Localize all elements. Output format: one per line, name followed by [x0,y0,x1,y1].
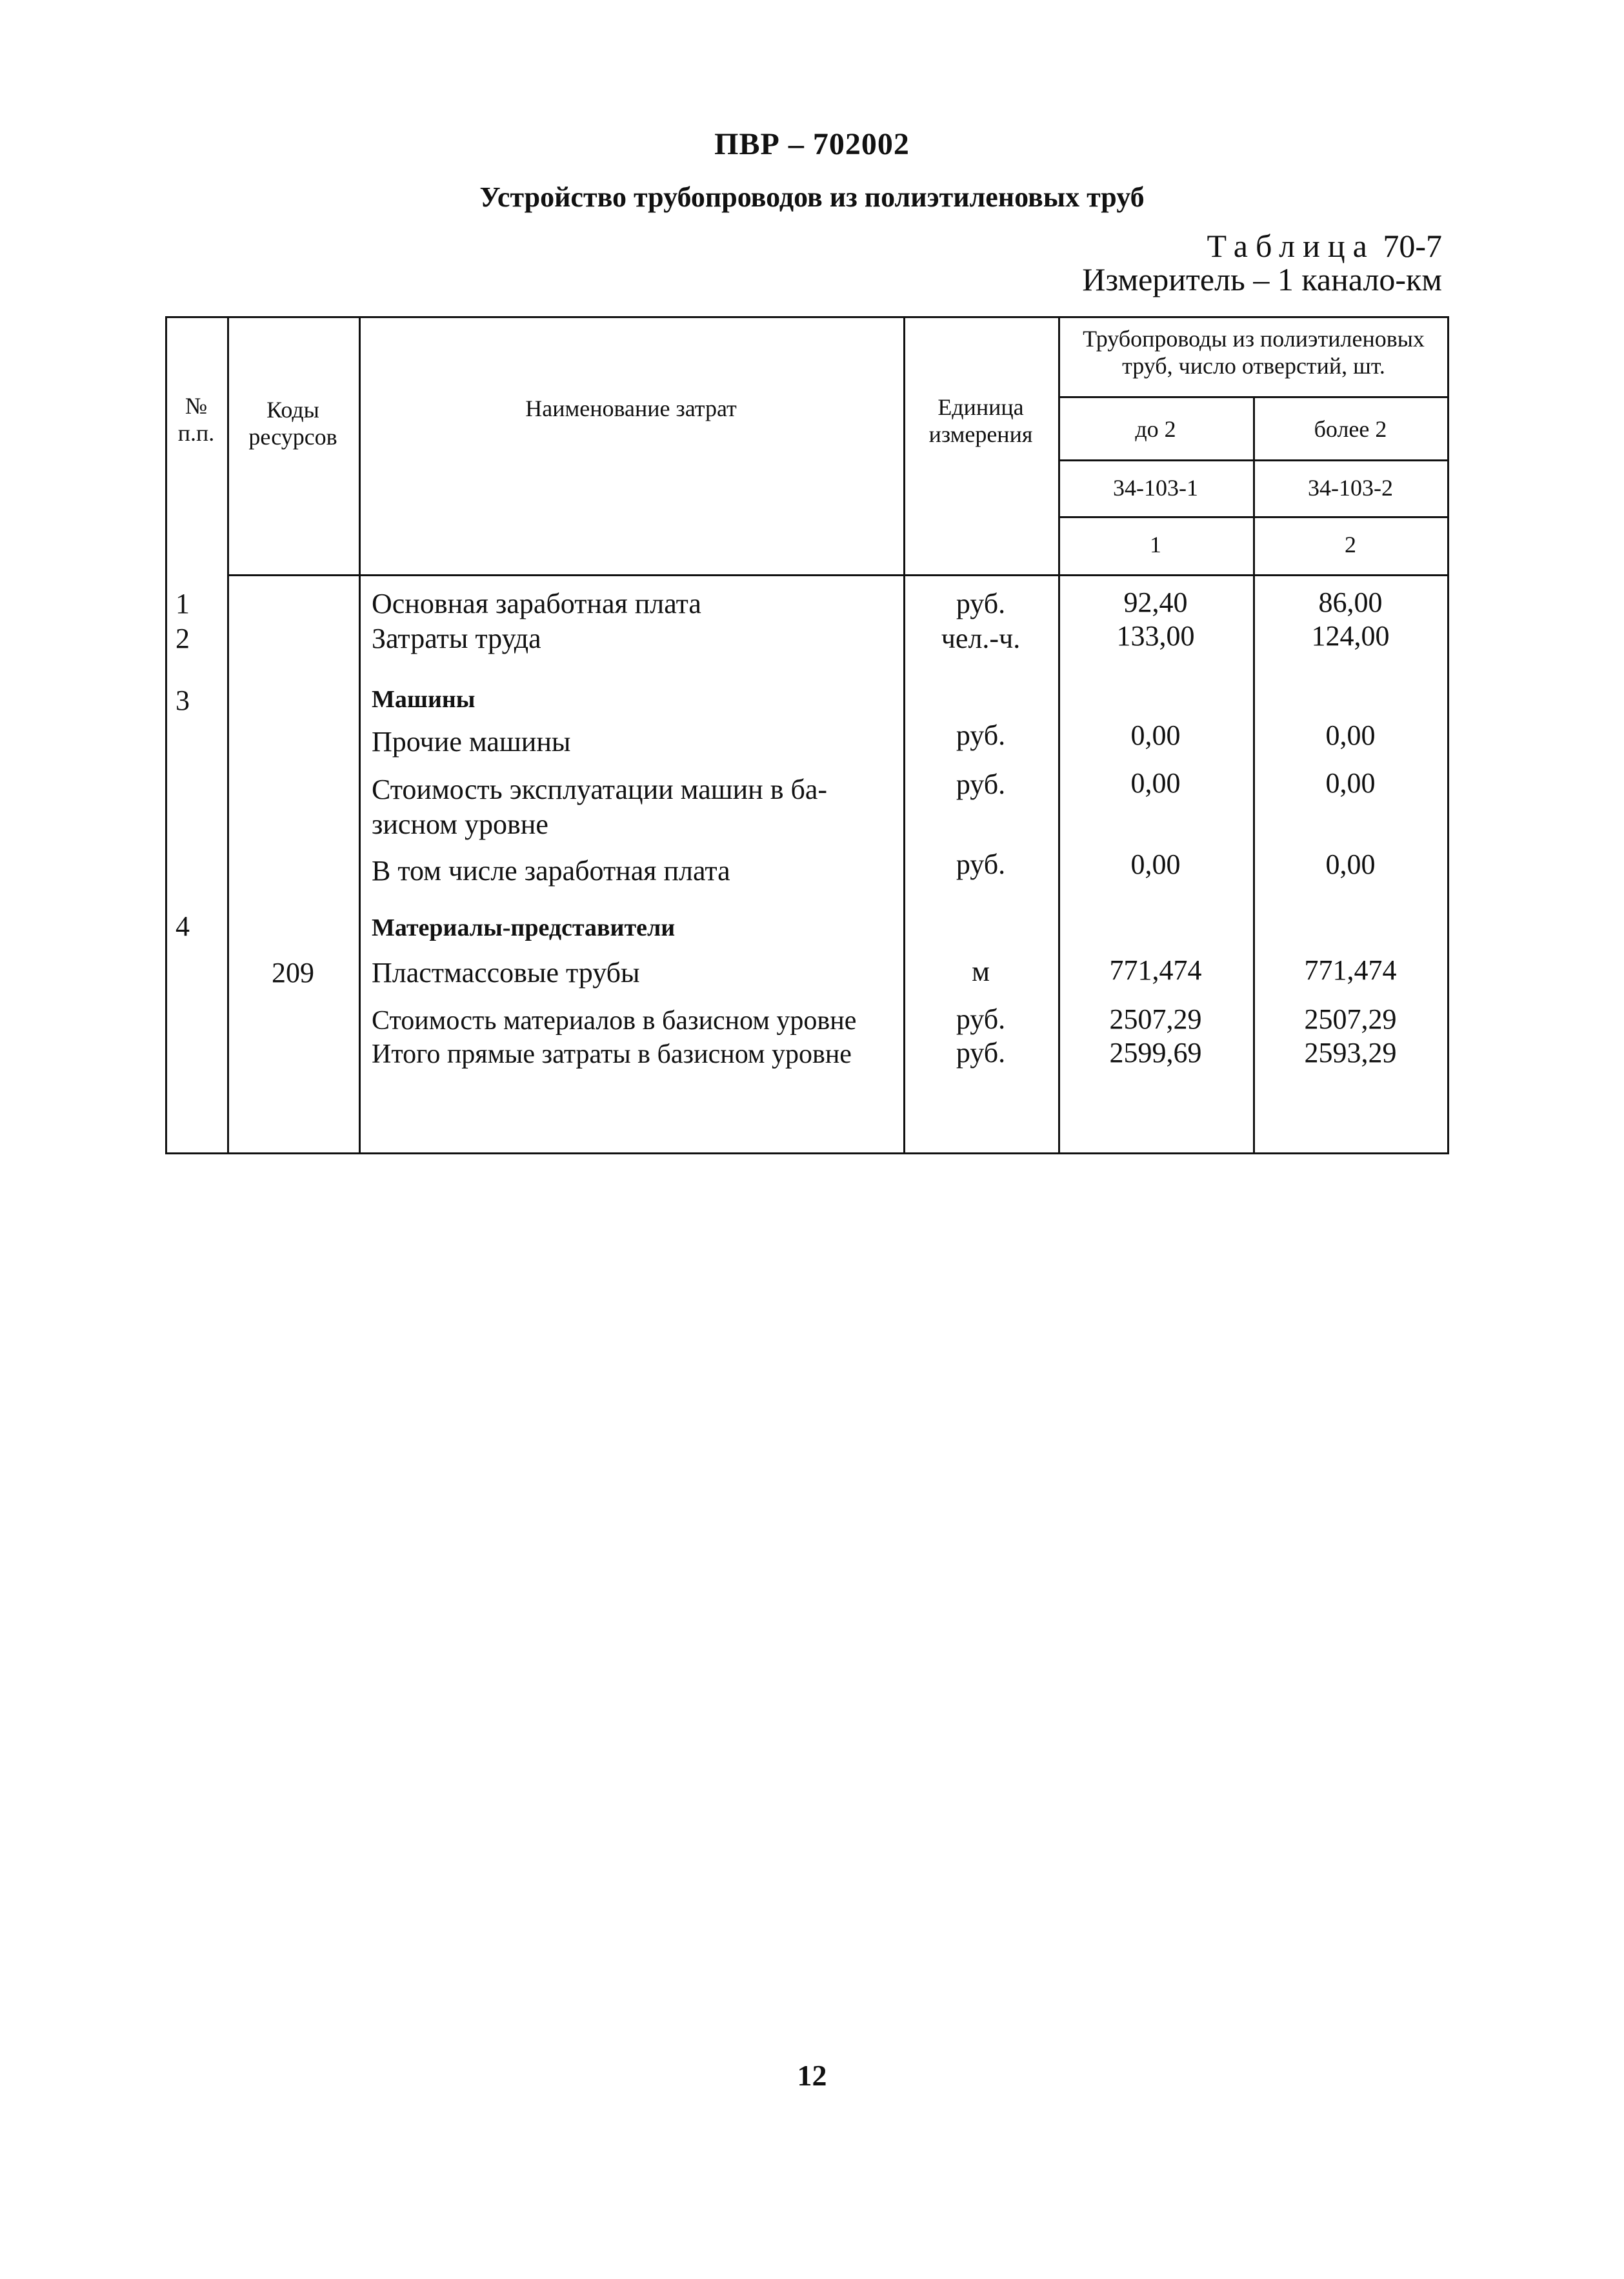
row-7-num: 4 [175,910,190,942]
table-label-word: Таблица [1207,228,1375,264]
table-label [1207,227,1443,265]
row-10-value-2: 2593,29 [1304,1037,1397,1069]
table-bottom-border [165,1152,1449,1154]
header-col1-code: 34-103-1 [1113,475,1198,501]
row-8-value-1: 771,474 [1109,954,1202,986]
header-group [1058,325,1449,379]
row-7-name: Материалы-представители [372,914,676,941]
row-8-code: 209 [272,957,314,989]
row-8-value-2: 771,474 [1304,954,1397,986]
document-code: ПВР – 702002 [714,127,910,161]
row-6-unit: руб. [956,848,1006,880]
row-2-name: Затраты труда [372,623,541,654]
row-8-unit: м [972,956,990,987]
row-2-value-2: 124,00 [1311,620,1390,652]
row-5-unit: руб. [956,768,1006,800]
row-1-unit: руб. [956,588,1006,619]
page-number: 12 [797,2059,827,2092]
row-10-value-1: 2599,69 [1109,1037,1202,1069]
row-9-value-2: 2507,29 [1304,1003,1397,1035]
header-codes [227,396,359,450]
document-title: Устройство трубопроводов из полиэтиленовых труб [479,181,1145,213]
col-divider-codes [359,316,361,1154]
row-5-value-2: 0,00 [1325,767,1376,799]
row-4-value-2: 0,00 [1325,719,1376,751]
row-4-value-1: 0,00 [1130,719,1181,751]
row-6-value-2: 0,00 [1325,848,1376,880]
header-col2-label: более 2 [1314,416,1387,442]
row-3-num: 3 [175,685,190,716]
row-1-num: 1 [175,588,190,619]
row-2-value-1: 133,00 [1116,620,1195,652]
header-unit-line2: измерения [928,421,1033,447]
row-1-name: Основная заработная плата [372,588,701,619]
row-5-name-line1: Стоимость эксплуатации машин в ба- [372,774,828,805]
row-6-value-1: 0,00 [1130,848,1181,880]
header-name: Наименование затрат [525,396,737,421]
table-label-number: 70-7 [1383,228,1442,264]
row-2-unit: чел.-ч. [941,623,1021,654]
header-group-line2: труб, число отверстий, шт. [1122,353,1385,379]
row-9-value-1: 2507,29 [1109,1003,1202,1035]
header-num-line2: п.п. [177,420,215,446]
table-top-border [165,316,1449,318]
header-bottom-border [227,574,1449,576]
row-10-unit: руб. [956,1037,1006,1069]
header-col1-index: 1 [1150,532,1161,557]
header-col2-code: 34-103-2 [1308,475,1393,501]
header-group-line1: Трубопроводы из полиэтиленовых [1083,326,1425,352]
row-5-name-line2: зисном уровне [372,808,548,840]
header-num-line1: № [185,393,208,419]
header-num [165,392,227,447]
row-2-num: 2 [175,623,190,654]
row-1-value-1: 92,40 [1123,587,1188,618]
header-unit [903,394,1058,448]
header-col2-index: 2 [1345,532,1356,557]
row-3-name: Машины [372,686,476,713]
row-10-name: Итого прямые затраты в базисном уровне [372,1039,852,1069]
row-4-name: Прочие машины [372,726,571,758]
header-codes-line1: Коды [266,397,319,423]
row-9-unit: руб. [956,1003,1006,1035]
row-8-name: Пластмассовые трубы [372,957,640,989]
row-1-value-2: 86,00 [1318,587,1383,618]
row-6-name: В том числе заработная плата [372,855,730,887]
header-unit-line1: Единица [937,394,1024,420]
header-col1-label: до 2 [1135,416,1176,442]
row-9-name: Стоимость материалов в базисном уровне [372,1006,857,1036]
row-4-unit: руб. [956,719,1006,751]
measure-label: Измеритель – 1 канало-км [1082,261,1442,297]
header-codes-line2: ресурсов [248,424,337,450]
row-5-value-1: 0,00 [1130,767,1181,799]
